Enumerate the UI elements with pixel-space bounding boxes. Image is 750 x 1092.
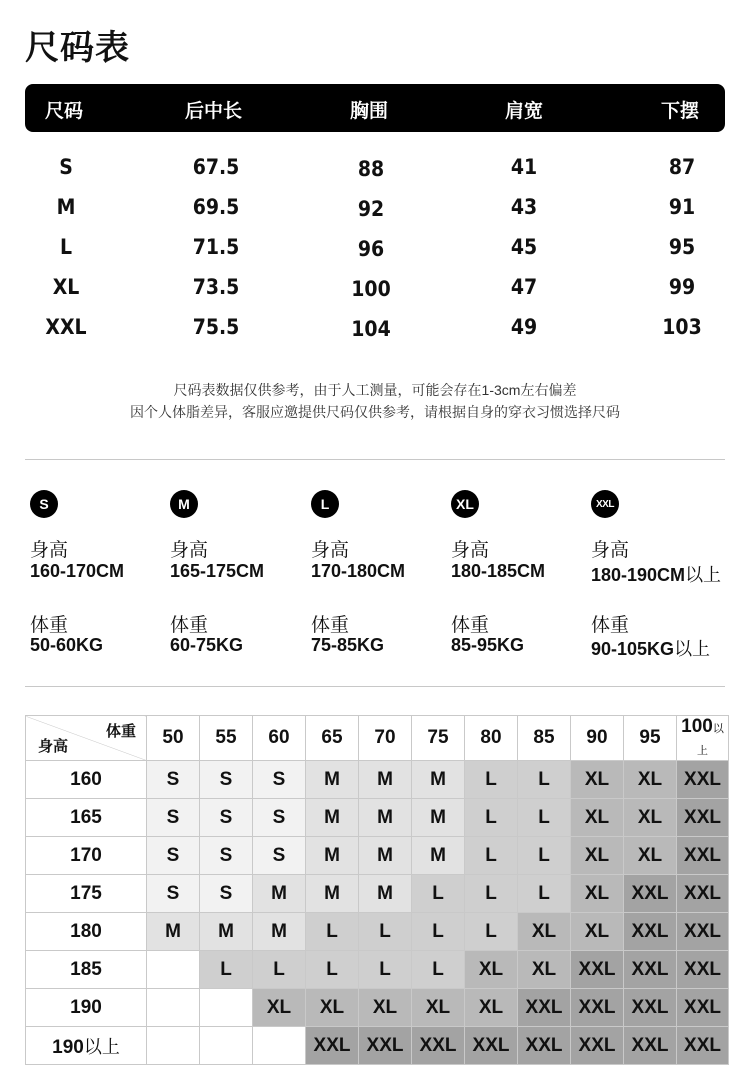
size-cell: L [306,913,359,951]
size-cell: 87 [668,155,696,179]
size-cell: XL [571,837,624,875]
weight-header: 85 [518,716,571,761]
size-cell: L [465,837,518,875]
size-cell: XL [359,989,412,1027]
reference-size-xxl [591,490,741,659]
size-cell: M [412,799,465,837]
size-cell: L [518,761,571,799]
size-cell: L [59,235,73,259]
size-cell: S [200,761,253,799]
weight-range: 75-85KG [311,635,385,655]
size-cell: S [253,761,306,799]
table-row [26,837,729,875]
size-cell: L [465,799,518,837]
size-cell: 92 [357,197,385,221]
weight-header: 65 [306,716,359,761]
size-badge: XL [451,490,479,518]
size-cell: 73.5 [192,275,240,299]
size-cell: M [359,875,412,913]
size-cell: XXL [677,761,729,799]
size-cell: L [412,951,465,989]
size-cell [147,1027,200,1065]
weight-label: 体重 [591,615,630,636]
weight-label: 体重 [30,615,69,636]
table-row [26,1027,729,1065]
size-cell: 75.5 [192,315,240,339]
size-cell: 47 [510,275,538,299]
size-cell: S [253,799,306,837]
size-cell: M [147,913,200,951]
size-cell: L [465,875,518,913]
size-cell: XXL [518,1027,571,1065]
size-cell: S [200,875,253,913]
suffix-text: 以上 [685,565,722,585]
size-cell: 100 [351,277,391,301]
height-range: 160-170CM [30,561,125,581]
size-cell: 71.5 [192,235,240,259]
size-cell: XXL [45,315,87,339]
size-cell: L [518,799,571,837]
size-cell: M [412,761,465,799]
grid-corner [26,716,147,761]
size-cell: XXL [412,1027,465,1065]
size-cell: S [200,799,253,837]
weight-header: 55 [200,716,253,761]
size-cell: M [306,875,359,913]
size-cell: XL [465,989,518,1027]
size-cell: 49 [510,315,538,339]
weight-range: 60-75KG [170,635,244,655]
size-cell: 67.5 [192,155,240,179]
size-cell: L [253,951,306,989]
size-cell: L [412,913,465,951]
size-cell: XL [624,837,677,875]
size-cell: S [59,155,73,179]
size-cell: XL [571,913,624,951]
size-cell: XL [518,951,571,989]
height-header: 185 [26,951,147,989]
weight-header: 95 [624,716,677,761]
size-cell: XXL [465,1027,518,1065]
size-cell: S [147,761,200,799]
size-badge: S [30,490,58,518]
size-cell: XXL [677,989,729,1027]
height-weight-grid [25,715,729,1065]
size-cell: 41 [510,155,538,179]
size-cell: 91 [668,195,696,219]
size-cell: XXL [571,989,624,1027]
height-range: 170-180CM [311,561,406,581]
size-cell: M [412,837,465,875]
size-cell: XXL [677,799,729,837]
size-cell: XXL [677,837,729,875]
size-cell: XL [465,951,518,989]
table-row [26,761,729,799]
weight-header: 50 [147,716,200,761]
height-range: 165-175CM [170,561,265,581]
weight-range: 85-95KG [451,635,525,655]
size-cell: XL [518,913,571,951]
size-cell: XL [412,989,465,1027]
size-cell: XXL [306,1027,359,1065]
size-cell [200,1027,253,1065]
size-cell: L [359,913,412,951]
size-cell: L [518,837,571,875]
table-row [26,989,729,1027]
size-cell: M [359,799,412,837]
weight-header: 75 [412,716,465,761]
size-cell: XXL [677,1027,729,1065]
weight-range: 50-60KG [30,635,104,655]
header-back-length: 后中长 [185,101,243,122]
size-cell: XXL [571,951,624,989]
size-cell: L [465,913,518,951]
reference-size-s [30,490,180,655]
header-shoulder: 肩宽 [505,101,544,122]
size-cell: L [518,875,571,913]
size-cell: M [359,761,412,799]
suffix-text: 以上 [674,639,711,659]
size-cell: M [306,799,359,837]
table-row [26,913,729,951]
weight-header: 70 [359,716,412,761]
size-cell: L [306,951,359,989]
height-header: 190 [26,989,147,1027]
weight-header: 90 [571,716,624,761]
height-label: 身高 [311,540,350,561]
size-cell: XXL [624,913,677,951]
height-axis-label: 身高 [38,738,69,755]
weight-header: 60 [253,716,306,761]
size-badge: M [170,490,198,518]
weight-label: 体重 [311,615,350,636]
height-header: 165 [26,799,147,837]
note-line-2: 因个人体脂差异，客服应邀提供尺码仅供参考，请根据自身的穿衣习惯选择尺码 [130,404,620,420]
size-cell: XXL [624,989,677,1027]
height-label: 身高 [451,540,490,561]
suffix-text: 以上 [697,723,724,757]
header-hem: 下摆 [661,101,700,122]
size-cell: XL [624,761,677,799]
size-cell: XXL [624,951,677,989]
weight-header: 100以上 [677,716,729,761]
height-range: 180-185CM [451,561,546,581]
header-size: 尺码 [45,101,84,122]
size-cell: L [465,761,518,799]
table-row [26,951,729,989]
height-header: 160 [26,761,147,799]
size-cell: S [147,799,200,837]
size-cell: XL [253,989,306,1027]
size-cell: XXL [677,875,729,913]
size-cell: M [359,837,412,875]
page-title: 尺码表 [25,29,130,67]
size-cell: XXL [624,1027,677,1065]
size-cell: S [200,837,253,875]
size-cell: 45 [510,235,538,259]
size-cell: XXL [571,1027,624,1065]
size-cell: 96 [357,237,385,261]
size-cell: XL [571,875,624,913]
weight-label: 体重 [170,615,209,636]
size-cell: L [359,951,412,989]
reference-size-m [170,490,320,655]
size-badge: XXL [591,490,619,518]
size-cell: 69.5 [192,195,240,219]
table-row [26,799,729,837]
divider [25,459,725,460]
size-cell: XL [571,761,624,799]
size-cell: XXL [624,875,677,913]
size-cell: XL [52,275,80,299]
size-cell: M [306,761,359,799]
size-cell [147,989,200,1027]
size-cell: XXL [518,989,571,1027]
reference-size-l [311,490,461,655]
size-cell: L [412,875,465,913]
size-cell: M [253,913,306,951]
size-cell: XL [624,799,677,837]
size-cell: M [56,195,76,219]
size-cell: M [253,875,306,913]
reference-size-xl [451,490,601,655]
weight-range: 90-105KG以上 [591,639,711,659]
size-badge: L [311,490,339,518]
size-cell [200,989,253,1027]
size-cell: XXL [677,951,729,989]
header-chest: 胸围 [350,101,389,122]
note-line-1: 尺码表数据仅供参考，由于人工测量，可能会存在1-3cm左右偏差 [173,382,577,398]
size-cell: 95 [668,235,696,259]
size-table-header [25,84,725,132]
size-cell: L [200,951,253,989]
size-cell [147,951,200,989]
size-cell: 103 [662,315,702,339]
size-cell: 43 [510,195,538,219]
height-header: 175 [26,875,147,913]
height-header: 170 [26,837,147,875]
height-range: 180-190CM以上 [591,565,722,585]
size-cell: M [200,913,253,951]
size-cell: S [253,837,306,875]
height-label: 身高 [30,540,69,561]
table-row [26,875,729,913]
size-cell: XXL [359,1027,412,1065]
size-cell: XL [306,989,359,1027]
weight-label: 体重 [451,615,490,636]
weight-header: 80 [465,716,518,761]
size-cell [253,1027,306,1065]
size-cell: 88 [357,157,385,181]
divider [25,686,725,687]
height-label: 身高 [170,540,209,561]
height-label: 身高 [591,540,630,561]
weight-axis-label: 体重 [105,723,136,740]
size-cell: S [147,875,200,913]
size-cell: XXL [677,913,729,951]
height-header: 180 [26,913,147,951]
suffix-text: 以上 [83,1036,120,1057]
height-header: 190以上 [26,1027,147,1065]
size-cell: 104 [351,317,391,341]
size-cell: XL [571,799,624,837]
size-cell: 99 [668,275,696,299]
size-cell: S [147,837,200,875]
size-cell: M [306,837,359,875]
